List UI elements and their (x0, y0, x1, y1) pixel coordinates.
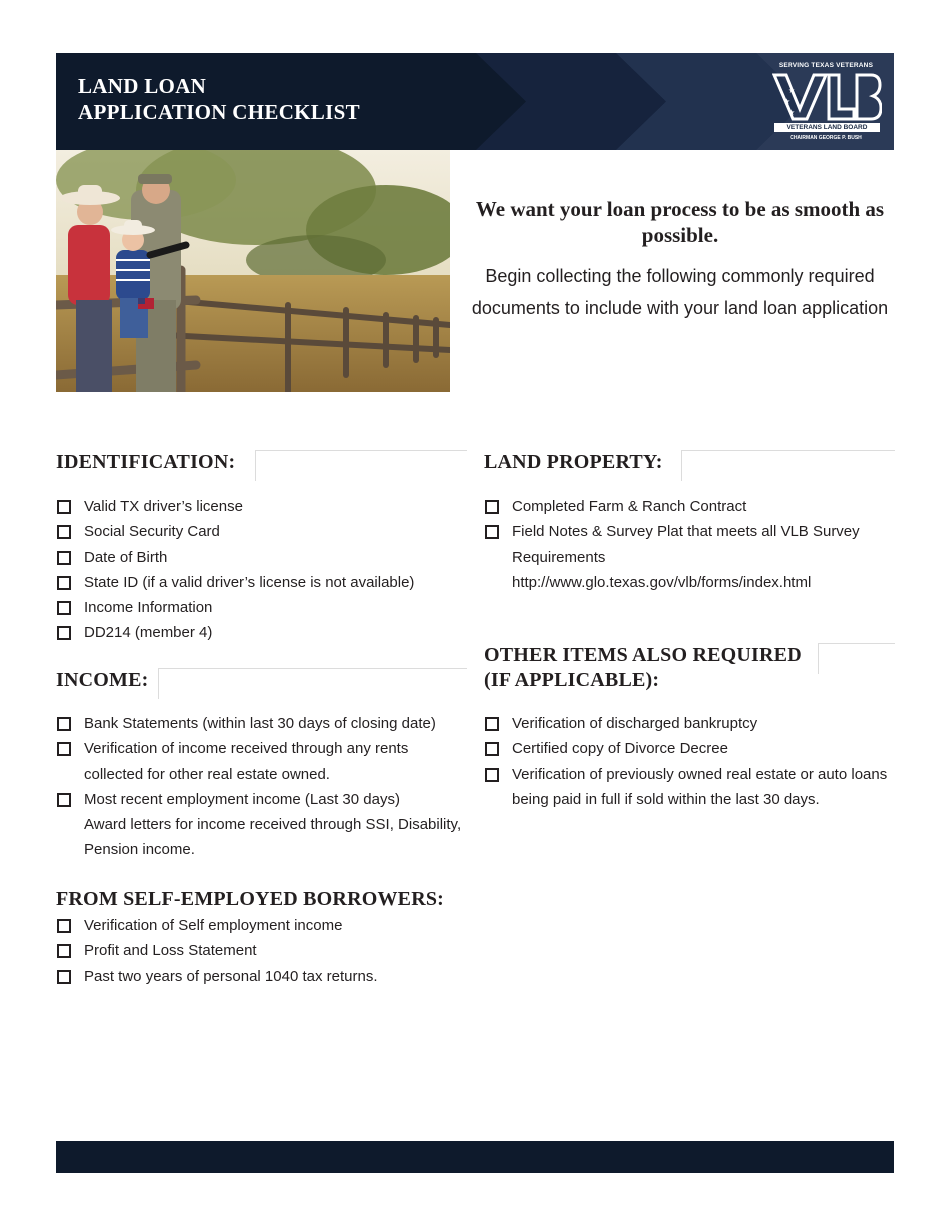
checkbox[interactable] (57, 944, 71, 958)
self-employed-heading: FROM SELF-EMPLOYED BORROWERS: (56, 887, 456, 912)
checkbox[interactable] (485, 717, 499, 731)
intro-body: Begin collecting the following commonly required documents to include with your land loan application (471, 266, 889, 318)
list-item: Certified copy of Divorce Decree (484, 736, 894, 761)
checkbox[interactable] (485, 500, 499, 514)
list-item: State ID (if a valid driver’s license is not available) (56, 570, 466, 595)
income-list (56, 711, 466, 863)
checkbox[interactable] (57, 525, 71, 539)
checkbox[interactable] (57, 576, 71, 590)
checkbox[interactable] (57, 793, 71, 807)
svg-text:★: ★ (788, 108, 796, 117)
list-item: Valid TX driver’s license (56, 494, 466, 519)
other-items-heading-row (484, 643, 894, 699)
list-item: Completed Farm & Ranch Contract (484, 494, 894, 519)
vlb-logo (758, 53, 894, 150)
checkbox[interactable] (57, 970, 71, 984)
checkbox[interactable] (57, 919, 71, 933)
income-note: Award letters for income received through SSI, Disability, Pension income. (84, 816, 462, 859)
checkbox[interactable] (57, 500, 71, 514)
list-item: Verification of income received through any rents collected for other real estate owned. (56, 736, 466, 787)
income-heading: INCOME: (56, 668, 161, 693)
list-item: Field Notes & Survey Plat that meets all VLB Survey Requirements http://www.glo.texas.gov/vlb/forms/index.html (484, 519, 894, 595)
income-heading-row (56, 668, 466, 700)
list-item: Verification of Self employment income (56, 913, 466, 938)
checkbox[interactable] (485, 525, 499, 539)
self-employed-list (56, 913, 466, 989)
list-item: Profit and Loss Statement (56, 938, 466, 963)
checkbox[interactable] (57, 626, 71, 640)
vlb-mark-icon (772, 73, 882, 121)
land-property-heading: LAND PROPERTY: (484, 450, 675, 475)
identification-heading: IDENTIFICATION: (56, 450, 247, 475)
land-property-heading-row (484, 450, 894, 482)
title-line-1: LAND LOAN (78, 74, 207, 98)
self-employed-heading-row (56, 887, 466, 913)
income-section (56, 668, 466, 863)
footer-bar (56, 1141, 894, 1173)
list-item: Income Information (56, 595, 466, 620)
header-banner (56, 53, 894, 150)
logo-tagline: SERVING TEXAS VETERANS (778, 62, 874, 69)
land-property-list (484, 494, 894, 595)
list-item: Past two years of personal 1040 tax returns. (56, 964, 466, 989)
other-items-heading: OTHER ITEMS ALSO REQUIRED (IF APPLICABLE): (484, 643, 814, 693)
family-photo (56, 150, 450, 392)
self-employed-section (56, 887, 466, 989)
identification-heading-row (56, 450, 466, 482)
checkbox[interactable] (57, 742, 71, 756)
other-items-list (484, 711, 894, 812)
list-item: Date of Birth (56, 545, 466, 570)
list-item: Bank Statements (within last 30 days of closing date) (56, 711, 466, 736)
list-item: Most recent employment income (Last 30 days) Award letters for income received through SSI, Disability, Pension income. (56, 787, 466, 863)
checkbox[interactable] (57, 717, 71, 731)
list-item: Social Security Card (56, 519, 466, 544)
logo-board-name: VETERANS LAND BOARD (774, 123, 880, 132)
svg-text:★: ★ (783, 97, 791, 106)
identification-list (56, 494, 466, 646)
list-item: Verification of discharged bankruptcy (484, 711, 894, 736)
intro-block (466, 196, 894, 324)
svg-text:★: ★ (788, 86, 796, 95)
checkbox[interactable] (485, 768, 499, 782)
identification-section (56, 450, 466, 646)
land-property-section (484, 450, 894, 595)
list-item: DD214 (member 4) (56, 620, 466, 645)
other-items-section (484, 643, 894, 812)
checkbox[interactable] (57, 601, 71, 615)
checkbox[interactable] (485, 742, 499, 756)
page-title (78, 73, 360, 125)
title-line-2: APPLICATION CHECKLIST (78, 100, 360, 124)
checkbox[interactable] (57, 551, 71, 565)
list-item: Verification of previously owned real estate or auto loans being paid in full if sold within the last 30 days. (484, 762, 894, 813)
intro-lead: We want your loan process to be as smooth as possible. (475, 197, 885, 247)
survey-url: http://www.glo.texas.gov/vlb/forms/index.html (512, 573, 812, 591)
logo-chairman: CHAIRMAN GEORGE P. BUSH (790, 135, 862, 141)
